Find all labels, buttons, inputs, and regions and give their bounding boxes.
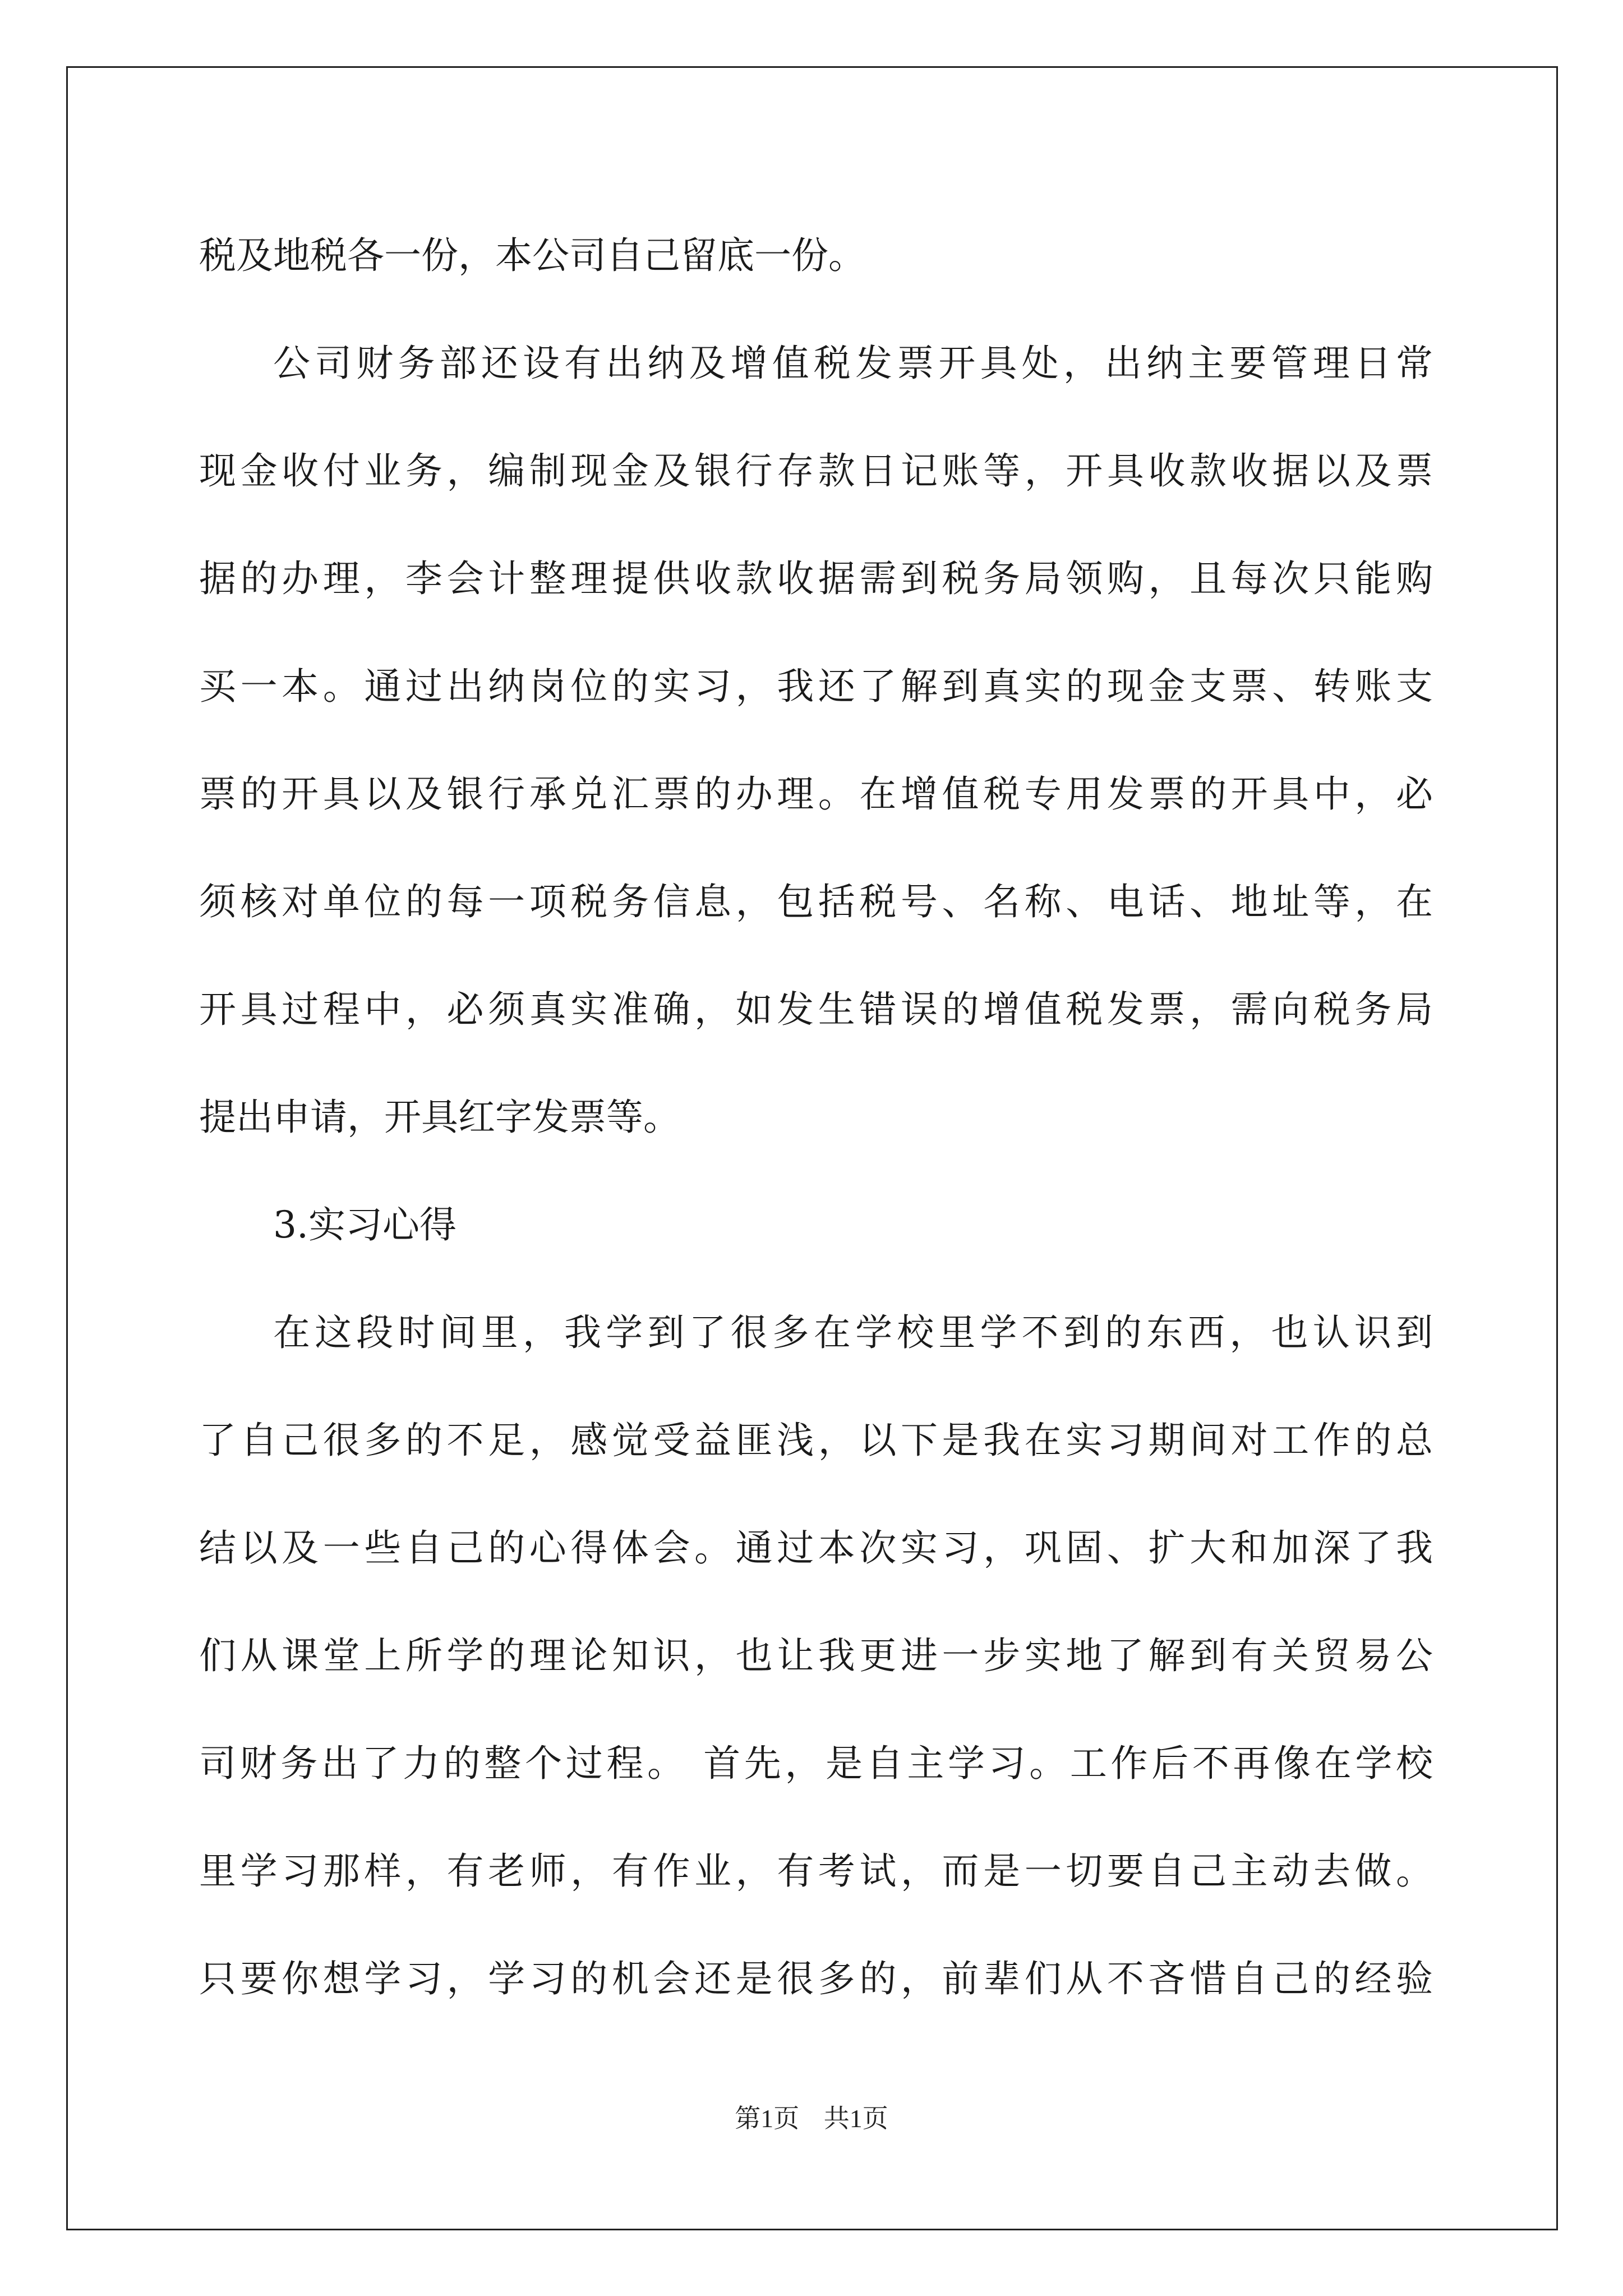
paragraph-start-line: 公司财务部还设有出纳及增值税发票开具处，出纳主要管理日常 bbox=[273, 342, 1433, 385]
text-line: 提出申请，开具红字发票等。 bbox=[199, 1096, 680, 1139]
paragraph-start-line: 在这段时间里，我学到了很多在学校里学不到的东西，也认识到 bbox=[273, 1311, 1433, 1354]
text-line: 里学习那样，有老师，有作业，有考试，而是一切要自己主动去做。 bbox=[199, 1849, 1433, 1893]
section-heading: 3.实习心得 bbox=[273, 1203, 457, 1246]
text-line: 须核对单位的每一项税务信息，包括税号、名称、电话、地址等，在 bbox=[199, 880, 1433, 923]
text-line: 票的开具以及银行承兑汇票的办理。在增值税专用发票的开具中，必 bbox=[199, 772, 1433, 816]
text-line: 据的办理，李会计整理提供收款收据需到税务局领购，且每次只能购 bbox=[199, 557, 1433, 600]
page-total: 共1页 bbox=[823, 2104, 888, 2133]
text-line: 只要你想学习，学习的机会还是很多的，前辈们从不吝惜自己的经验 bbox=[199, 1957, 1433, 2000]
text-line: 税及地税各一份，本公司自己留底一份。 bbox=[199, 234, 865, 277]
text-line: 开具过程中，必须真实准确，如发生错误的增值税发票，需向税务局 bbox=[199, 988, 1433, 1031]
document-body bbox=[199, 202, 1433, 2033]
page-number: 第1页 bbox=[735, 2104, 800, 2133]
text-line: 了自己很多的不足，感觉受益匪浅，以下是我在实习期间对工作的总 bbox=[199, 1419, 1433, 1462]
text-line: 们从课堂上所学的理论知识，也让我更进一步实地了解到有关贸易公 bbox=[199, 1634, 1433, 1677]
text-line: 司财务出了力的整个过程。 首先，是自主学习。工作后不再像在学校 bbox=[199, 1742, 1433, 1785]
page-footer bbox=[0, 2098, 1623, 2135]
text-line: 结以及一些自己的心得体会。通过本次实习，巩固、扩大和加深了我 bbox=[199, 1526, 1433, 1570]
text-line: 买一本。通过出纳岗位的实习，我还了解到真实的现金支票、转账支 bbox=[199, 665, 1433, 708]
text-line: 现金收付业务，编制现金及银行存款日记账等，开具收款收据以及票 bbox=[199, 449, 1433, 493]
